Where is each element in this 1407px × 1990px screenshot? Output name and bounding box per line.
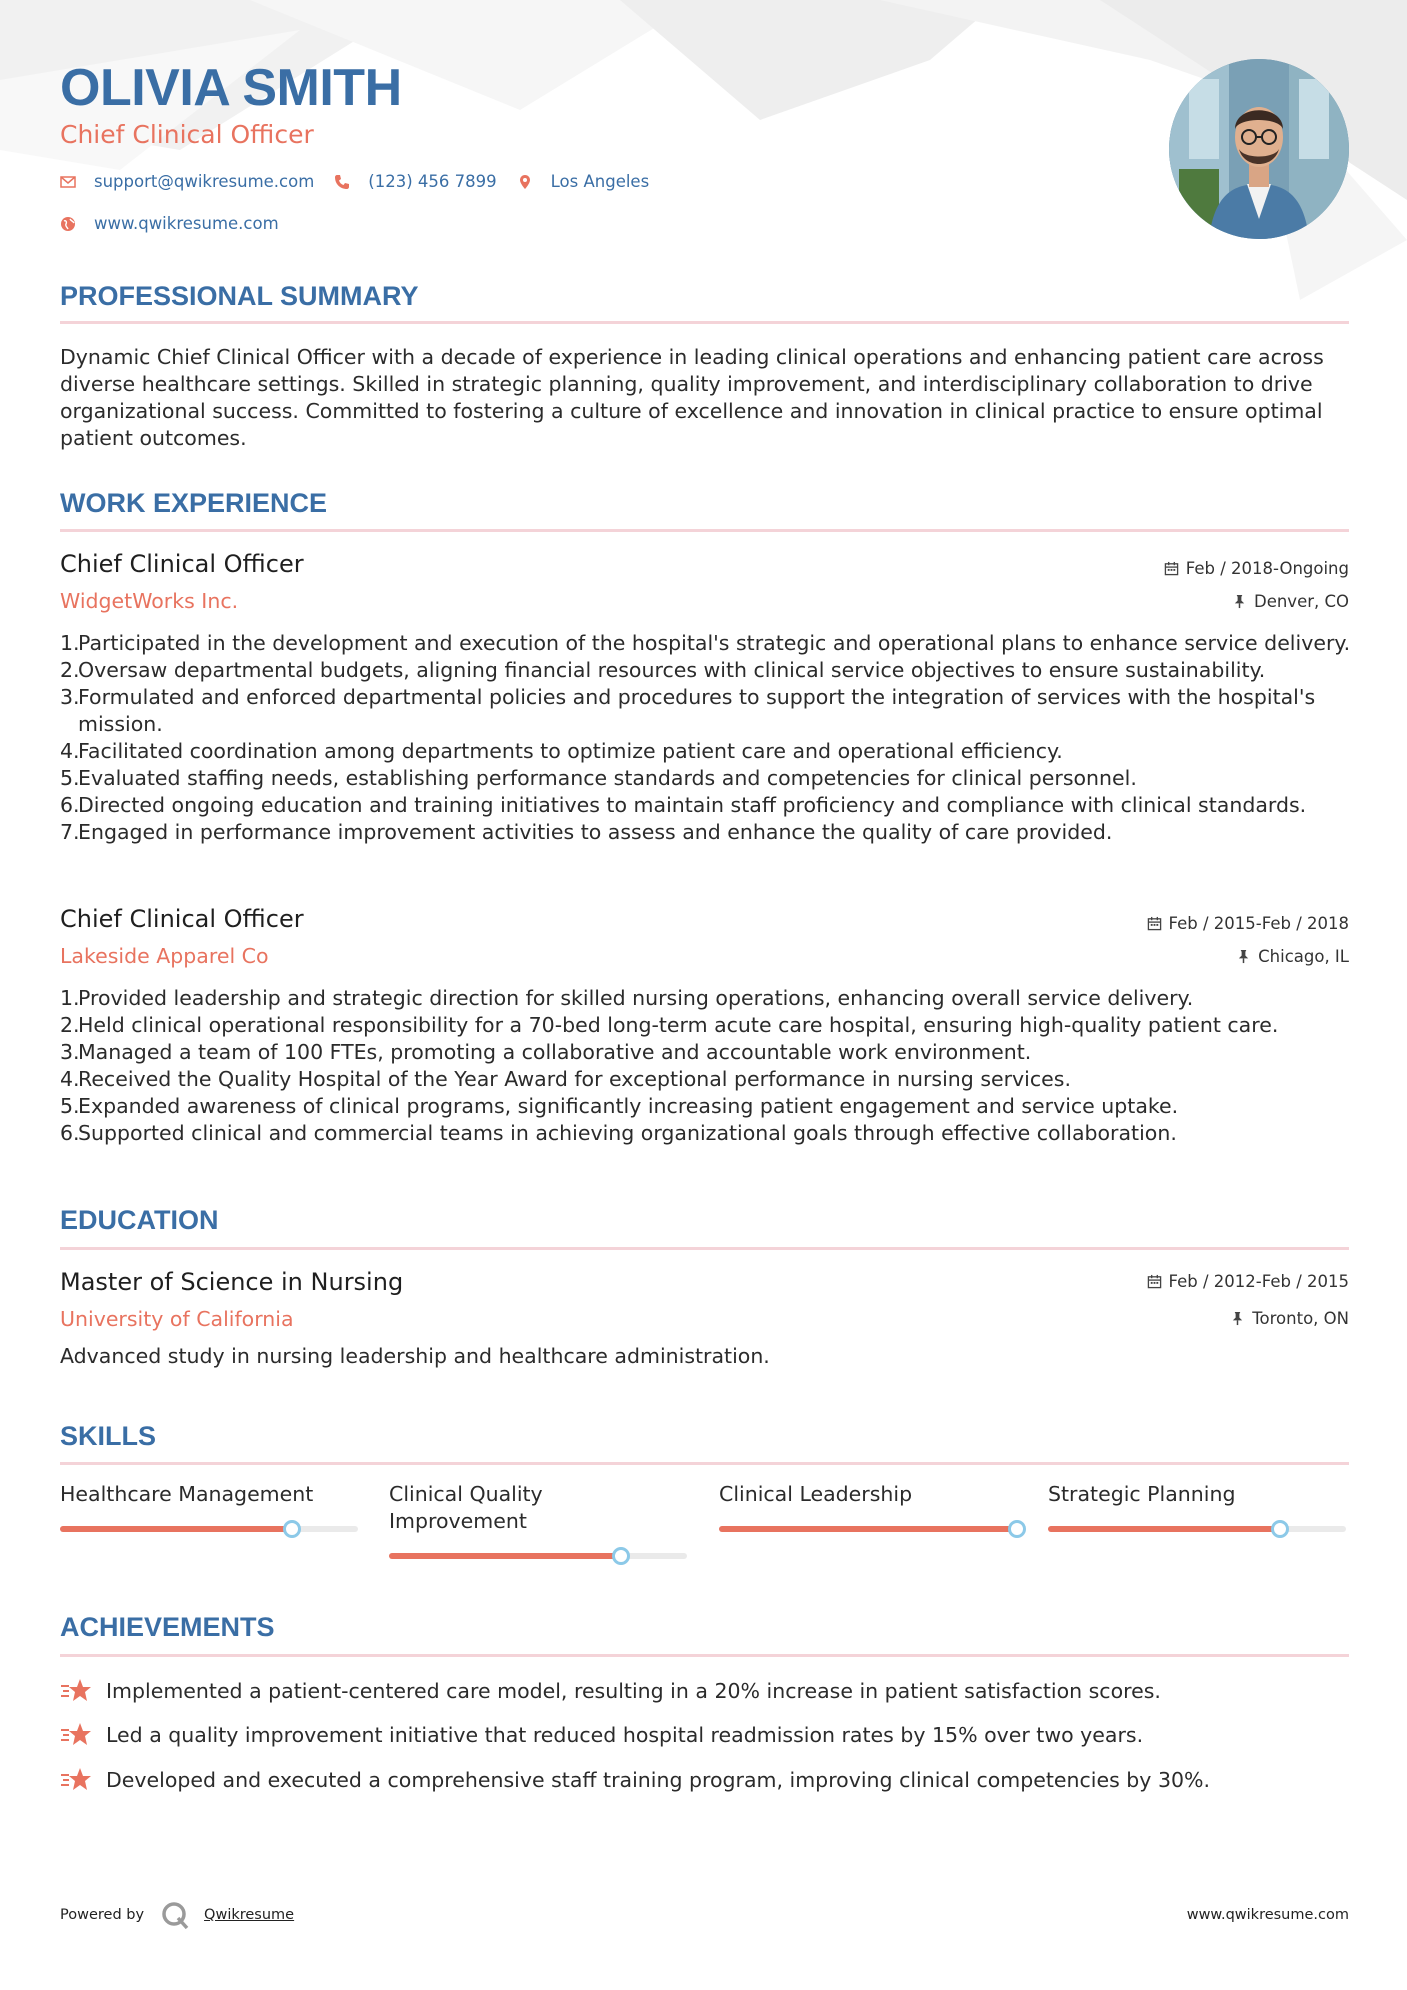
list-item: 2. Oversaw departmental budgets, aligning financial resources with clinical service objectives to ensure sustainability. <box>60 658 1266 682</box>
job-location-text: Chicago, IL <box>1258 947 1349 966</box>
list-item: 1. Provided leadership and strategic direction for skilled nursing operations, enhancing overall service delivery. <box>60 986 1194 1010</box>
contact-row-primary <box>60 172 669 191</box>
list-item: 4. Facilitated coordination among departments to optimize patient care and operational efficiency. <box>60 739 1063 763</box>
globe-icon <box>60 216 76 232</box>
map-pin-icon <box>517 174 533 190</box>
job-title: Chief Clinical Officer <box>60 550 304 578</box>
education-dates-text: Feb / 2012-Feb / 2015 <box>1168 1272 1349 1291</box>
summary-divider <box>60 321 1349 324</box>
star-icon <box>60 1767 92 1793</box>
job-bullets <box>60 630 1352 846</box>
profile-photo-illustration <box>1169 59 1349 239</box>
list-item: 6. Supported clinical and commercial teams in achieving organizational goals through effective collaboration. <box>60 1121 1177 1145</box>
skill-bar <box>60 1526 358 1532</box>
achievement-item <box>60 1678 1161 1704</box>
list-item: 1. Participated in the development and execution of the hospital's strategic and operational plans to enhance service delivery. <box>60 631 1351 655</box>
powered-by-label: Powered by <box>60 1907 145 1923</box>
skills-heading: SKILLS <box>60 1421 157 1451</box>
achievement-text: Implemented a patient-centered care model, resulting in a 20% increase in patient satisfaction scores. <box>106 1679 1161 1703</box>
job-location <box>1232 592 1349 611</box>
calendar-icon <box>1164 561 1179 576</box>
job-bullets <box>60 985 1352 1147</box>
calendar-icon <box>1147 916 1162 931</box>
skill-bar-fill <box>1048 1526 1280 1532</box>
list-item: 7. Engaged in performance improvement activities to assess and enhance the quality of care provided. <box>60 820 1113 844</box>
contact-row-secondary <box>60 214 299 233</box>
job-location <box>1236 947 1349 966</box>
achievement-item <box>60 1767 1210 1793</box>
skill-bar-knob <box>283 1520 301 1538</box>
achievements-divider <box>60 1654 1349 1657</box>
education-heading: EDUCATION <box>60 1205 219 1235</box>
email-text[interactable]: support@qwikresume.com <box>94 172 315 191</box>
job-dates <box>1164 559 1349 578</box>
education-location <box>1230 1309 1349 1328</box>
skill-name: Clinical Leadership <box>719 1482 913 1506</box>
pushpin-icon <box>1236 949 1251 964</box>
education-description: Advanced study in nursing leadership and healthcare administration. <box>60 1344 770 1368</box>
contact-location <box>517 172 650 191</box>
achievement-item <box>60 1722 1143 1748</box>
list-item: 5. Evaluated staffing needs, establishing performance standards and competencies for clinical personnel. <box>60 766 1137 790</box>
summary-heading: PROFESSIONAL SUMMARY <box>60 281 419 311</box>
list-item: 6. Directed ongoing education and training initiatives to maintain staff proficiency and compliance with clinical standards. <box>60 793 1307 817</box>
achievement-text: Developed and executed a comprehensive staff training program, improving clinical competencies by 30%. <box>106 1768 1211 1792</box>
list-item: 5. Expanded awareness of clinical programs, significantly increasing patient engagement and service uptake. <box>60 1094 1179 1118</box>
list-item: 3. Formulated and enforced departmental policies and procedures to support the integration of services with the hospital's mission. <box>60 685 1316 736</box>
contact-email[interactable] <box>60 172 314 191</box>
brand-link[interactable]: Qwikresume <box>204 1907 295 1923</box>
list-item: 2. Held clinical operational responsibility for a 70-bed long-term acute care hospital, ensuring high-quality patient care. <box>60 1013 1279 1037</box>
job-title: Chief Clinical Officer <box>60 905 304 933</box>
star-icon <box>60 1722 92 1748</box>
experience-heading: WORK EXPERIENCE <box>60 488 328 518</box>
location-text: Los Angeles <box>550 172 650 191</box>
skill-item <box>1048 1481 1346 1535</box>
experience-divider <box>60 529 1349 532</box>
skill-bar <box>719 1526 1017 1532</box>
skill-bar <box>1048 1526 1346 1532</box>
skill-bar-knob <box>1008 1520 1026 1538</box>
list-item: 3. Managed a team of 100 FTEs, promoting a collaborative and accountable work environment. <box>60 1040 1032 1064</box>
education-school: University of California <box>60 1307 294 1331</box>
website-text[interactable]: www.qwikresume.com <box>94 214 279 233</box>
skill-bar-fill <box>719 1526 1017 1532</box>
job-company: Lakeside Apparel Co <box>60 944 269 968</box>
education-dates <box>1147 1272 1349 1291</box>
candidate-name: OLIVIA SMITH <box>60 59 402 117</box>
phone-icon <box>334 174 350 190</box>
achievement-text: Led a quality improvement initiative that reduced hospital readmission rates by 15% over two years. <box>106 1723 1144 1747</box>
phone-text[interactable]: (123) 456 7899 <box>368 172 497 191</box>
pushpin-icon <box>1230 1311 1245 1326</box>
skill-name: Healthcare Management <box>60 1482 314 1506</box>
profile-photo <box>1169 59 1349 239</box>
skill-item <box>719 1481 1017 1535</box>
job-dates <box>1147 914 1349 933</box>
skill-bar-knob <box>1271 1520 1289 1538</box>
skill-bar-fill <box>60 1526 292 1532</box>
skill-item <box>60 1481 358 1535</box>
job-company: WidgetWorks Inc. <box>60 589 239 613</box>
job-dates-text: Feb / 2018-Ongoing <box>1185 559 1349 578</box>
calendar-icon <box>1147 1274 1162 1289</box>
education-location-text: Toronto, ON <box>1252 1309 1349 1328</box>
footer-site-link[interactable]: www.qwikresume.com <box>1186 1907 1349 1923</box>
skill-bar <box>389 1553 687 1559</box>
skill-name: Strategic Planning <box>1048 1482 1236 1506</box>
star-icon <box>60 1678 92 1704</box>
skills-divider <box>60 1462 1349 1465</box>
skill-item <box>389 1481 687 1535</box>
skill-bar-fill <box>389 1553 621 1559</box>
pushpin-icon <box>1232 594 1247 609</box>
contact-website[interactable] <box>60 214 279 233</box>
contact-phone[interactable] <box>334 172 496 191</box>
education-divider <box>60 1247 1349 1250</box>
education-degree: Master of Science in Nursing <box>60 1268 404 1296</box>
list-item: 4. Received the Quality Hospital of the Year Award for exceptional performance in nursing services. <box>60 1067 1071 1091</box>
qwikresume-logo-icon <box>160 1900 190 1930</box>
candidate-role: Chief Clinical Officer <box>60 120 314 149</box>
job-location-text: Denver, CO <box>1253 592 1349 611</box>
job-dates-text: Feb / 2015-Feb / 2018 <box>1168 914 1349 933</box>
footer-powered-by <box>60 1900 294 1930</box>
skill-bar-knob <box>612 1547 630 1565</box>
envelope-icon <box>60 174 76 190</box>
achievements-heading: ACHIEVEMENTS <box>60 1612 275 1642</box>
skill-name: Clinical Quality Improvement <box>389 1482 543 1533</box>
summary-text: Dynamic Chief Clinical Officer with a decade of experience in leading clinical operations and enhancing patient care across diverse healthcare settings. Skilled in strategic planning, quality improvement, and interdisciplinary collaboration to drive organizational success. Committed to fostering a culture of excellence and innovation in clinical practice to ensure optimal patient outcomes. <box>60 345 1324 450</box>
